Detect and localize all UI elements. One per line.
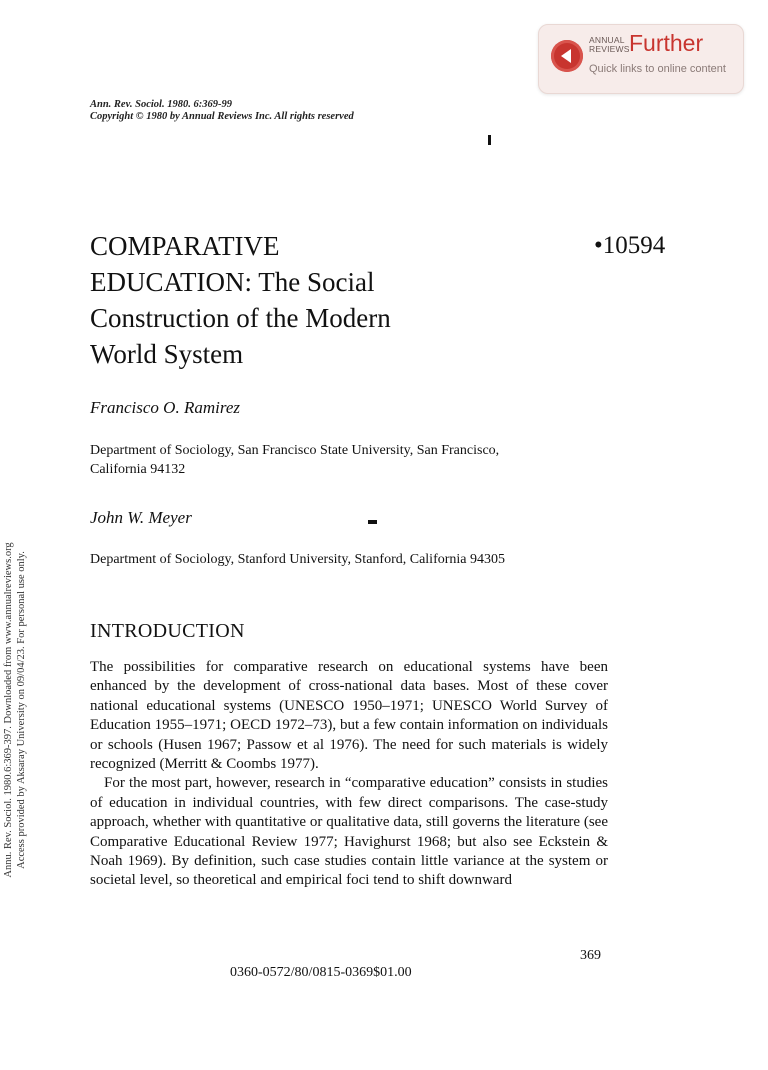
body-text xyxy=(90,658,608,891)
author-affiliation: Department of Sociology, San Francisco State University, San Francisco, California 94132 xyxy=(90,443,500,477)
author-affiliation: Department of Sociology, Stanford University, Stanford, California 94305 xyxy=(90,552,505,567)
page-number: 369 xyxy=(580,948,601,963)
title-line: COMPARATIVE xyxy=(90,231,280,261)
title-line: Construction of the Modern xyxy=(90,303,391,333)
article-code: 0360-0572/80/0815-0369$01.00 xyxy=(230,965,412,980)
section-heading: INTRODUCTION xyxy=(90,620,245,642)
journal-line: Ann. Rev. Sociol. 1980. 6:369-99 xyxy=(90,99,232,110)
copyright-line: Copyright © 1980 by Annual Reviews Inc. All rights reserved xyxy=(90,111,354,122)
title-line: EDUCATION: The Social xyxy=(90,267,375,297)
journal-header xyxy=(90,99,354,123)
author-name: John W. Meyer xyxy=(90,508,192,527)
annual-reviews-logo xyxy=(589,36,630,54)
further-badge[interactable] xyxy=(538,24,744,94)
author-name: Francisco O. Ramirez xyxy=(90,398,240,417)
article-id: •10594 xyxy=(594,232,666,259)
article-title xyxy=(90,228,510,372)
sidenote-line: Annu. Rev. Sociol. 1980.6:369-397. Downloaded from www.annualreviews.org xyxy=(3,542,14,878)
download-sidenote xyxy=(0,542,46,878)
further-label[interactable]: Further xyxy=(629,30,704,56)
paragraph: For the most part, however, research in “comparative education” consists in studies of education in individual countries, with few direct comparisons. The case-study approach, whether with quantitative or qualitative data, still governs the literature (see Comparative Educational Review 1977; Havighurst 1968; but also see Eckstein & Noah 1969). By definition, such case studies contain little variance at the system or societal level, so theoretical and empirical foci tend to shift downward xyxy=(90,775,608,889)
scan-mark xyxy=(368,520,377,524)
sidenote-line: Access provided by Aksaray University on 09/04/23. For personal use only. xyxy=(16,551,27,869)
title-line: World System xyxy=(90,339,244,369)
paragraph: The possibilities for comparative research on educational systems have been enhanced by the development of cross-national data bases. Most of these cover national educational systems (UNESCO 1950–1971; UNESCO World Survey of Education 1955–1971; OECD 1972–73), but a few contain information on individuals or schools (Husen 1967; Passow et al 1976). The need for such materials is widely recognized (Merritt & Coombs 1977). xyxy=(90,659,608,773)
scan-mark xyxy=(488,135,491,145)
play-icon[interactable] xyxy=(551,40,583,72)
quick-links-label[interactable]: Quick links to online content xyxy=(589,63,726,75)
reviews-label: REVIEWS xyxy=(589,44,630,54)
annual-label: ANNUAL xyxy=(589,35,625,45)
